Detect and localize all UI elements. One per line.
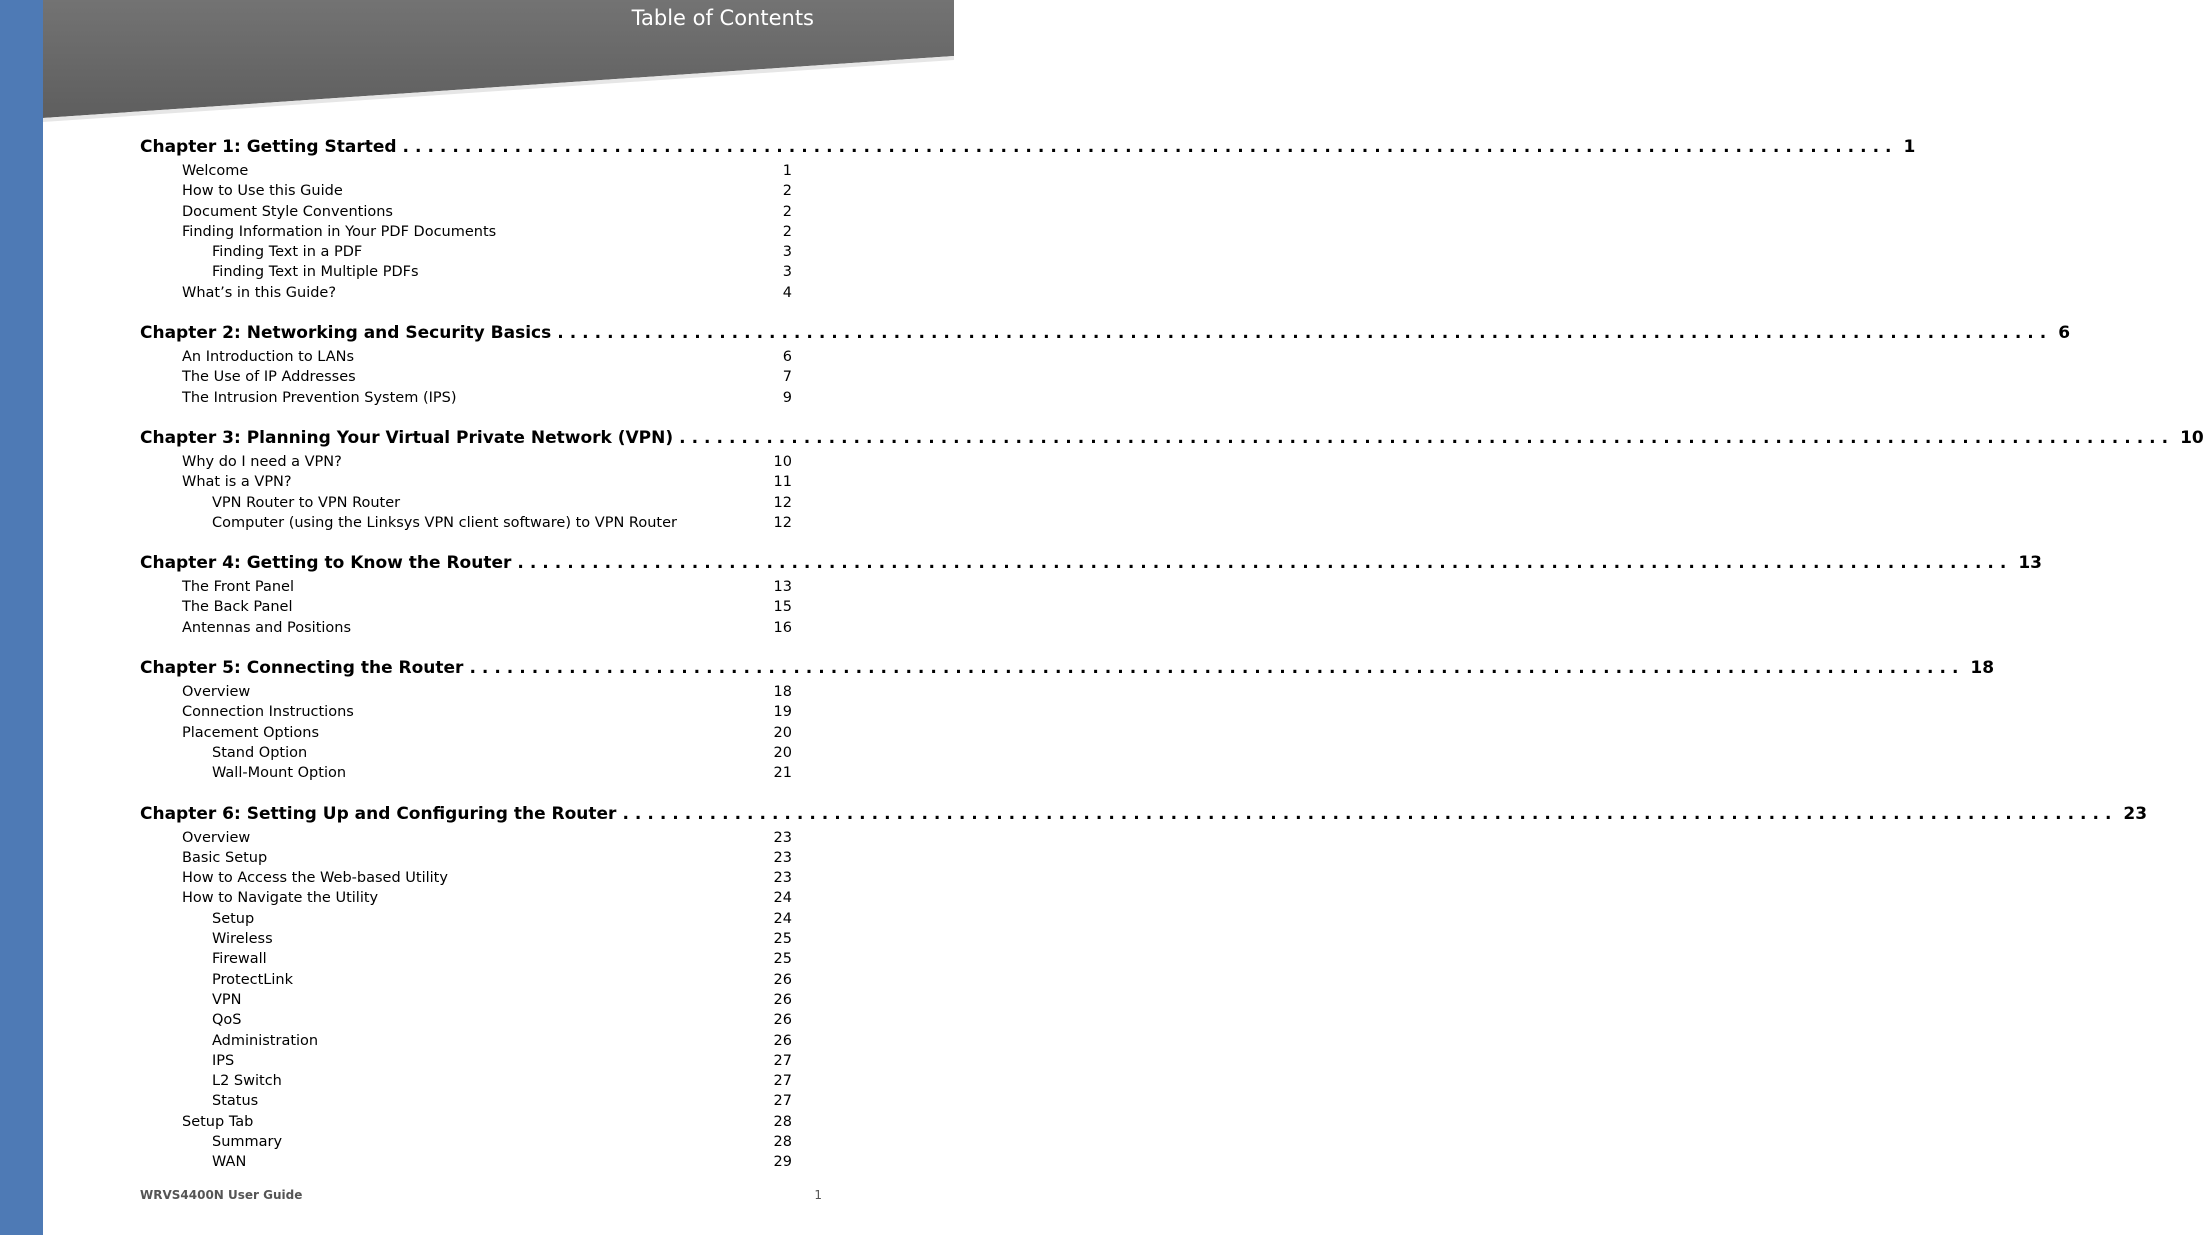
entry-title: ProtectLink [212,971,293,988]
entry-page-number: 28 [773,1133,792,1150]
toc-subentry[interactable] [140,970,792,990]
entry-title: Wall-Mount Option [212,765,347,782]
entry-title: Connection Instructions [182,704,354,721]
entry-title: VPN [212,991,242,1008]
footer-page-number: 1 [814,1188,822,1202]
chapter-title: Chapter 1: Getting Started [140,137,397,157]
entry-page-number: 12 [773,494,792,511]
chapter-page-number: 13 [2018,553,2043,574]
entry-title: What is a VPN? [182,474,292,491]
entry-title: Document Style Conventions [182,203,393,220]
table-of-contents [140,133,2204,1173]
chapter-heading[interactable] [140,319,2071,347]
toc-entry[interactable] [140,828,792,848]
entry-title: The Front Panel [182,579,294,596]
entry-page-number: 25 [773,951,792,968]
header-band [43,0,954,122]
entry-title: Finding Text in Multiple PDFs [212,264,419,281]
chapter-title: Chapter 4: Getting to Know the Router [140,553,512,574]
entry-title: Status [212,1093,259,1110]
toc-subentry[interactable] [140,493,792,513]
toc-entry[interactable] [140,452,792,472]
page-footer [140,1188,822,1202]
entry-title: An Introduction to LANs [182,349,355,366]
toc-entry[interactable] [140,181,792,201]
toc-entry[interactable] [140,848,792,868]
chapter-heading[interactable] [140,654,1995,682]
chapter-page-number: 23 [2123,803,2148,824]
chapter-page-number: 1 [1903,137,1916,157]
entry-page-number: 2 [782,203,792,220]
entry-page-number: 6 [782,349,792,366]
entry-page-number: 18 [773,684,792,701]
entry-title: How to Access the Web-based Utility [182,870,448,887]
chapter-heading[interactable] [140,549,2043,577]
toc-subentry[interactable] [140,513,792,533]
toc-entry[interactable] [140,202,792,222]
dot-leader: ........................................................................................................................ [557,323,2053,344]
toc-subentry[interactable] [140,1132,792,1152]
entry-page-number: 24 [773,910,792,927]
toc-subentry[interactable] [140,990,792,1010]
dot-leader: ........................................................................................................................ [469,658,1965,679]
entry-page-number: 23 [773,849,792,866]
entry-title: Overview [182,829,251,846]
toc-entry[interactable] [140,597,792,617]
entry-title: Antennas and Positions [182,619,352,636]
entry-page-number: 13 [773,579,792,596]
toc-entry[interactable] [140,367,792,387]
entry-title: Setup Tab [182,1113,254,1130]
entry-page-number: 9 [782,389,792,406]
entry-page-number: 2 [782,223,792,240]
entry-title: Why do I need a VPN? [182,453,342,470]
entry-title: Overview [182,684,251,701]
toc-entry[interactable] [140,888,792,908]
toc-subentry[interactable] [140,1071,792,1091]
side-accent-bar [0,0,43,1235]
entry-title: Summary [212,1133,283,1150]
entry-page-number: 26 [773,991,792,1008]
toc-subentry[interactable] [140,1031,792,1051]
entry-title: The Intrusion Prevention System (IPS) [182,389,457,406]
chapter-heading[interactable] [140,133,1916,161]
toc-subentry[interactable] [140,1091,792,1111]
entry-page-number: 23 [773,829,792,846]
entry-page-number: 26 [773,1012,792,1029]
chapter-title: Chapter 3: Planning Your Virtual Private Network (VPN) [140,427,674,448]
entry-title: Computer (using the Linksys VPN client software) to VPN Router [212,514,677,531]
entry-title: Stand Option [212,744,308,761]
entry-title: Finding Text in a PDF [212,244,363,261]
toc-subentry[interactable] [140,949,792,969]
entry-title: Placement Options [182,724,320,741]
entry-page-number: 28 [773,1113,792,1130]
chapter-gap [140,408,792,424]
toc-entry[interactable] [140,1112,792,1132]
entry-page-number: 4 [782,284,792,301]
chapter-page-number: 18 [1970,658,1995,679]
toc-entry[interactable] [140,618,792,638]
toc-entry[interactable] [140,702,792,722]
entry-title: Welcome [182,163,249,179]
dot-leader: ........................................................................................................................ [679,427,2175,448]
entry-page-number: 27 [773,1093,792,1110]
entry-page-number: 24 [773,890,792,907]
toc-subentry[interactable] [140,262,792,282]
entry-page-number: 2 [782,183,792,200]
entry-page-number: 27 [773,1073,792,1090]
entry-title: How to Navigate the Utility [182,890,379,907]
toc-subentry[interactable] [140,1051,792,1071]
entry-page-number: 26 [773,971,792,988]
dot-leader: ........................................................................................................................ [402,137,1898,157]
entry-page-number: 3 [782,244,792,261]
chapter-gap [140,784,792,800]
toc-subentry[interactable] [140,909,792,929]
toc-entry[interactable] [140,283,792,303]
toc-entry[interactable] [140,472,792,492]
entry-page-number: 25 [773,931,792,948]
entry-title: Firewall [212,951,267,968]
chapter-heading[interactable] [140,800,2148,828]
entry-title: VPN Router to VPN Router [212,494,401,511]
toc-subentry[interactable] [140,929,792,949]
entry-page-number: 19 [773,704,792,721]
entry-title: IPS [212,1052,235,1069]
dot-leader: ........................................................................................................................ [622,803,2118,824]
entry-page-number: 20 [773,744,792,761]
entry-page-number: 7 [782,369,792,386]
entry-page-number: 16 [773,619,792,636]
entry-title: Setup [212,910,255,927]
entry-page-number: 20 [773,724,792,741]
entry-page-number: 21 [773,765,792,782]
entry-page-number: 27 [773,1052,792,1069]
toc-subentry[interactable] [140,242,792,262]
footer-guide-name: WRVS4400N User Guide [140,1188,303,1202]
chapter-heading[interactable] [140,424,2204,452]
chapter-page-number: 6 [2058,323,2071,344]
toc-subentry[interactable] [140,1152,792,1172]
entry-title: L2 Switch [212,1073,282,1090]
toc-entry[interactable] [140,222,792,242]
chapter-gap [140,533,792,549]
entry-page-number: 23 [773,870,792,887]
toc-entry[interactable] [140,388,792,408]
entry-title: Administration [212,1032,319,1049]
toc-entry[interactable] [140,161,792,181]
toc-entry[interactable] [140,577,792,597]
entry-title: Basic Setup [182,849,268,866]
entry-page-number: 26 [773,1032,792,1049]
entry-title: Finding Information in Your PDF Documents [182,223,497,240]
chapter-title: Chapter 5: Connecting the Router [140,658,464,679]
chapter-gap [140,303,792,319]
chapter-gap [140,638,792,654]
toc-entry[interactable] [140,723,792,743]
dot-leader: ........................................................................................................................ [517,553,2013,574]
toc-subentry[interactable] [140,763,792,783]
entry-title: How to Use this Guide [182,183,343,200]
toc-entry[interactable] [140,347,792,367]
toc-subentry[interactable] [140,743,792,763]
entry-title: The Back Panel [182,599,293,616]
entry-title: The Use of IP Addresses [182,369,356,386]
entry-page-number: 1 [782,163,792,179]
chapter-title: Chapter 2: Networking and Security Basics [140,323,552,344]
toc-subentry[interactable] [140,1010,792,1030]
entry-page-number: 29 [773,1154,792,1171]
entry-title: What’s in this Guide? [182,284,337,301]
toc-entry[interactable] [140,682,792,702]
entry-title: QoS [212,1012,242,1029]
header-shape [43,0,954,122]
entry-page-number: 12 [773,514,792,531]
entry-title: Wireless [212,931,273,948]
entry-page-number: 11 [773,474,792,491]
toc-entry[interactable] [140,868,792,888]
entry-title: WAN [212,1154,247,1171]
chapter-title: Chapter 6: Setting Up and Configuring the Router [140,803,617,824]
chapter-page-number: 10 [2180,427,2204,448]
header-title: Table of Contents [631,6,814,30]
entry-page-number: 10 [773,453,792,470]
entry-page-number: 3 [782,264,792,281]
entry-page-number: 15 [773,599,792,616]
